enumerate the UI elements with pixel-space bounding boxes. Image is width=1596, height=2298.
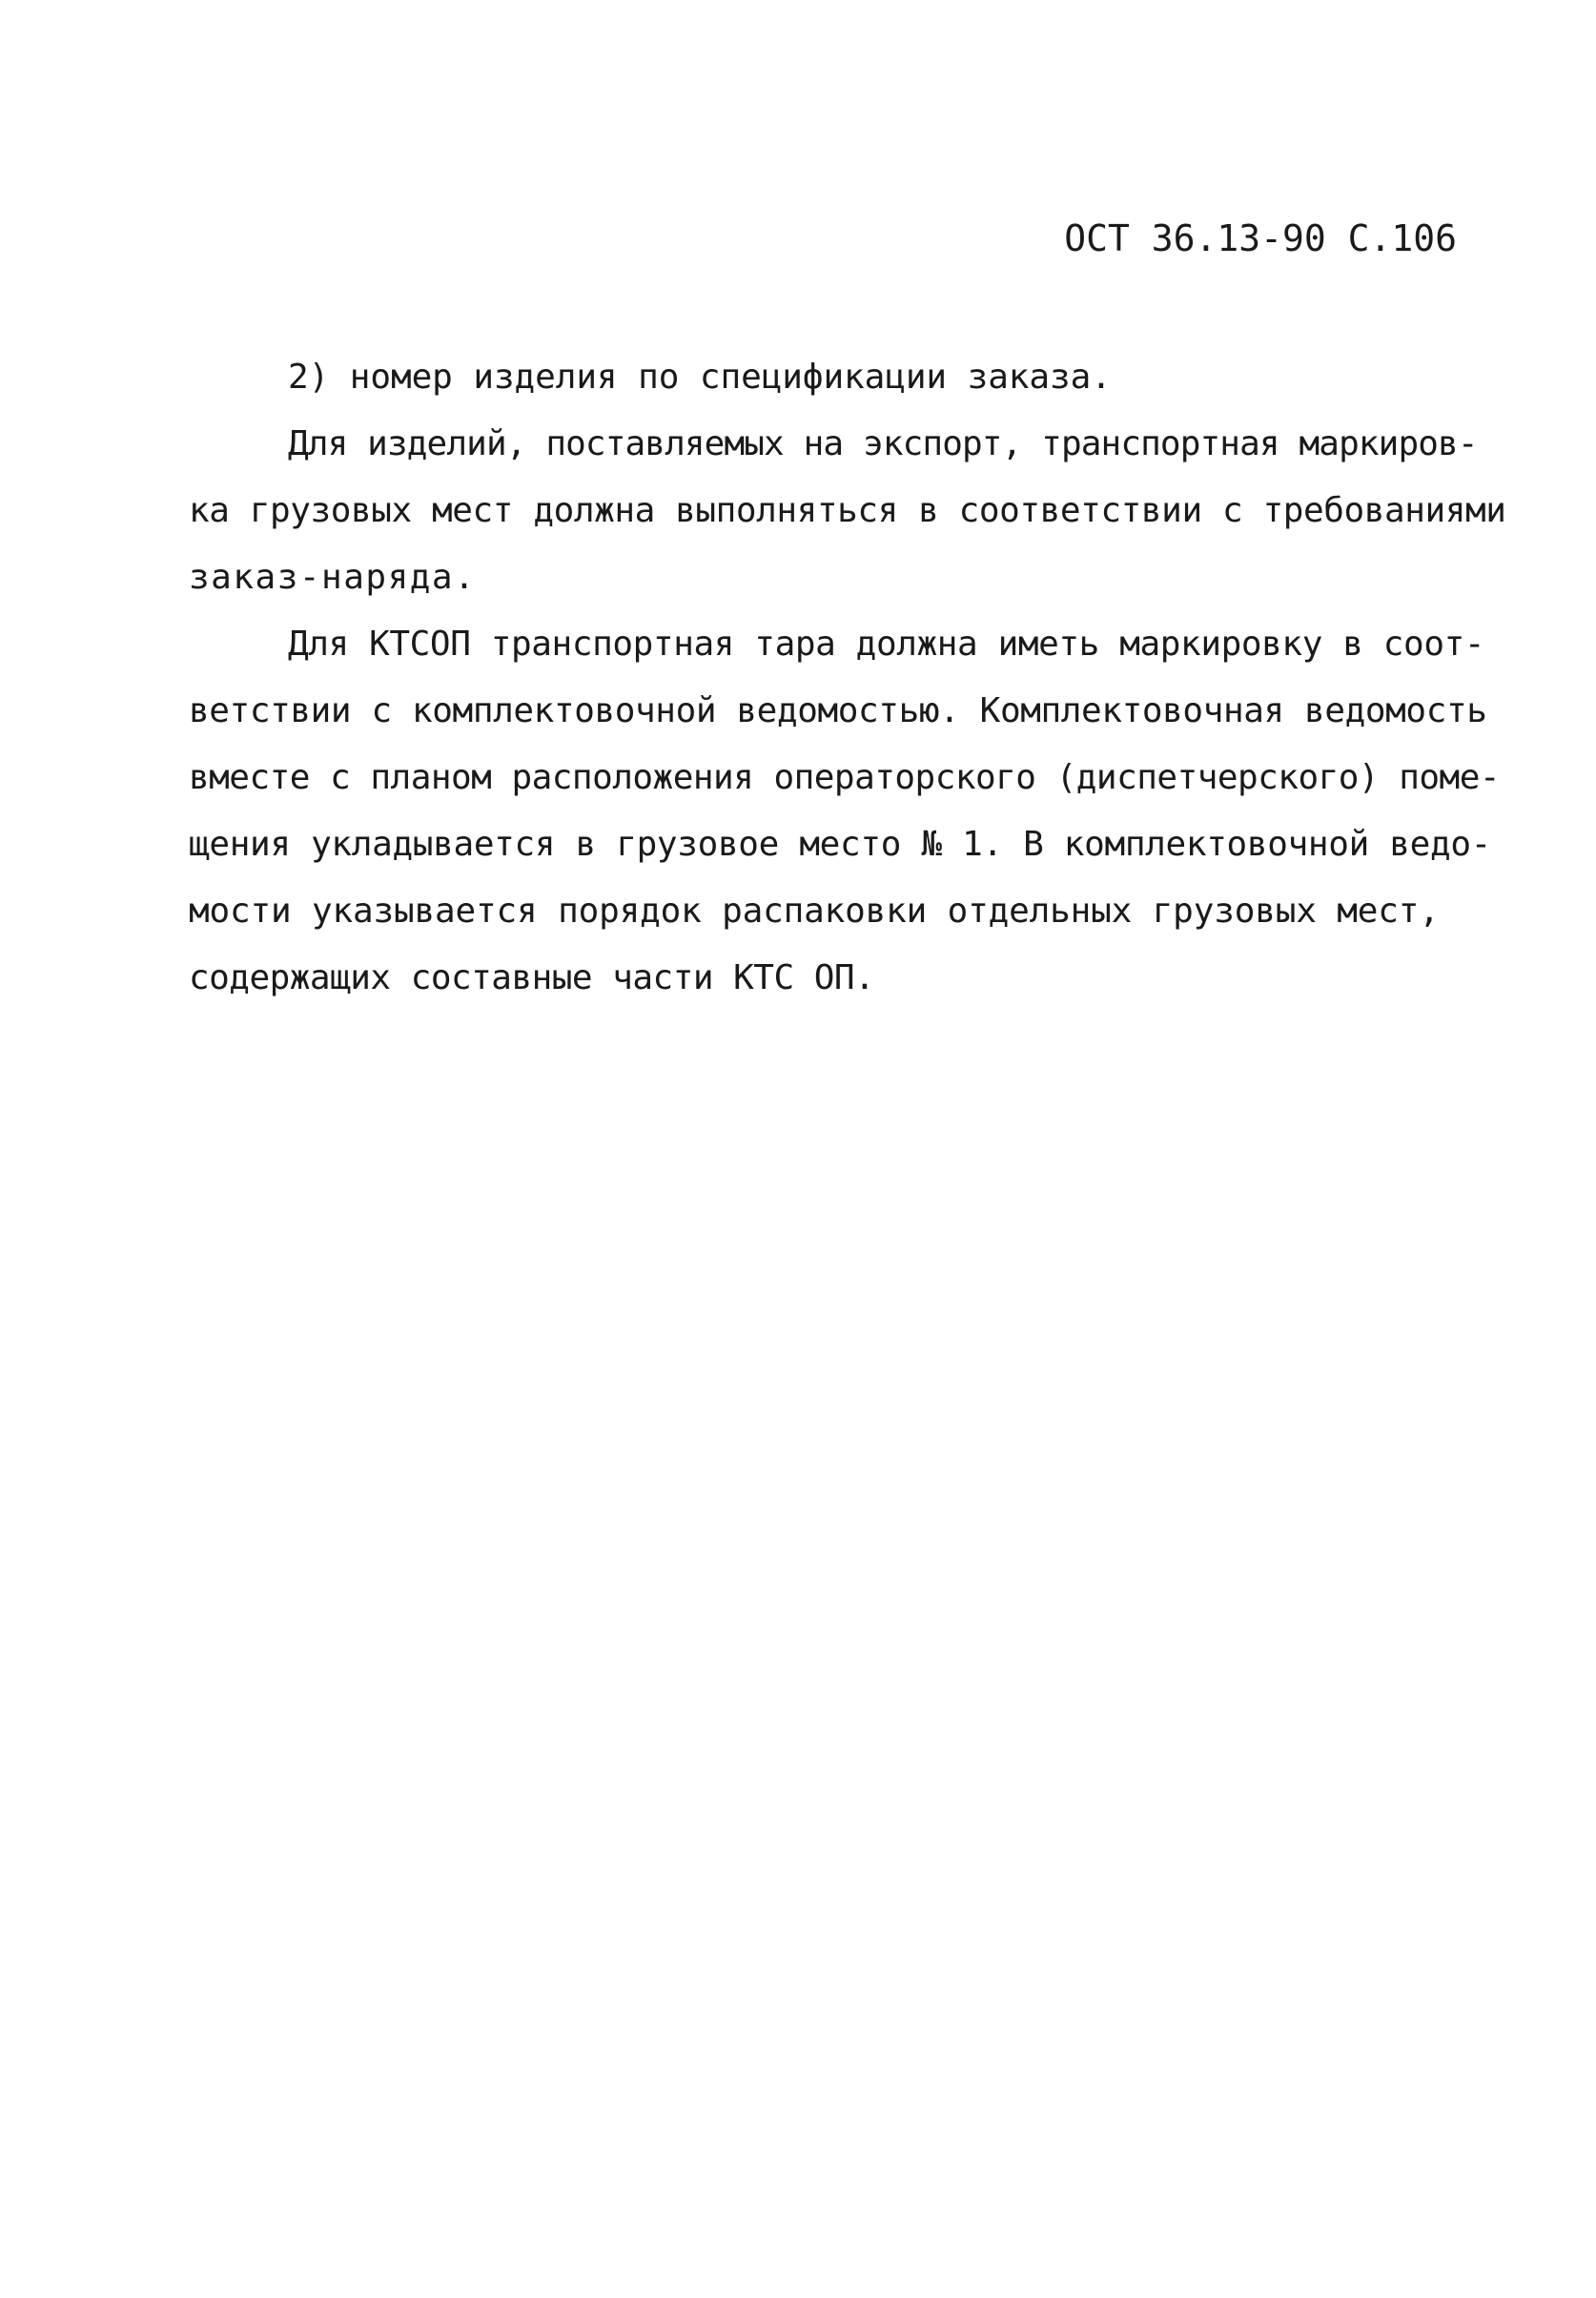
text-line: Для КТСОП транспортная тара должна иметь маркировку в соот- <box>288 625 1485 664</box>
text-line: 2) номер изделия по спецификации заказа. <box>288 358 1112 397</box>
text-line: щения укладывается в грузовое место № 1. В комплектовочной ведо- <box>189 825 1492 864</box>
document-header: ОСТ 36.13-90 С.106 <box>1064 217 1457 259</box>
text-line: Для изделий, поставляемых на экспорт, транспортная маркиров- <box>288 424 1478 463</box>
text-line: заказ-наряда. <box>189 558 477 597</box>
text-line: ка грузовых мест должна выполняться в соответствии с требованиями <box>189 491 1506 530</box>
text-line: содержащих составные части КТС ОП. <box>189 958 875 997</box>
text-line: мости указывается порядок распаковки отдельных грузовых мест, <box>189 892 1440 931</box>
text-line: вместе с планом расположения операторского (диспетчерского) поме- <box>189 758 1500 797</box>
text-line: ветствии с комплектовочной ведомостью. Комплектовочная ведомость <box>189 691 1487 730</box>
